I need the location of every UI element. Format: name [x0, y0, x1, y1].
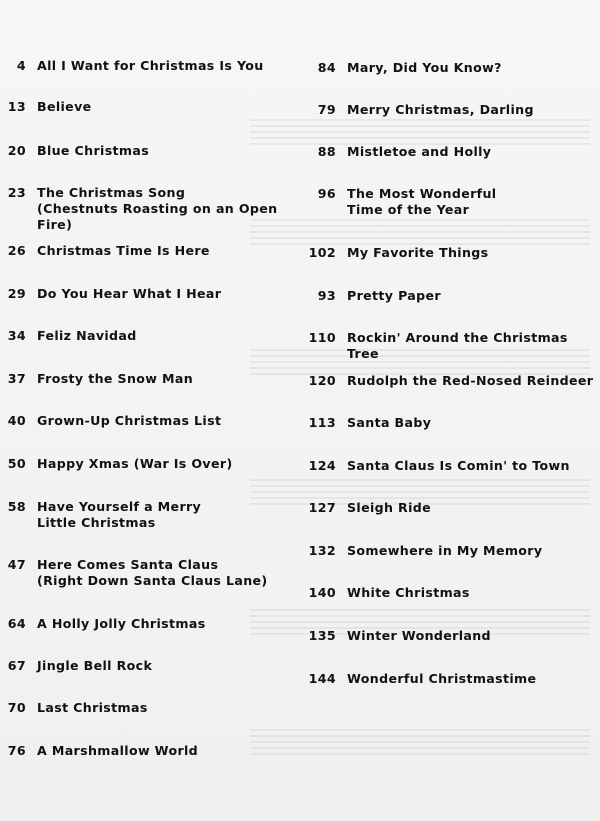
song-title: Jingle Bell Rock — [37, 658, 153, 673]
song-title: Have Yourself a Merry Little Christmas — [37, 499, 202, 530]
song-title: A Marshmallow World — [37, 743, 199, 758]
page-number: 84 — [317, 60, 336, 75]
song-title: A Holly Jolly Christmas — [37, 616, 206, 631]
page-number: 76 — [7, 743, 26, 758]
song-title: White Christmas — [347, 585, 470, 600]
song-title: The Christmas Song (Chestnuts Roasting on an Open Fire) — [37, 185, 278, 232]
page-number: 23 — [7, 185, 26, 200]
page-number: 132 — [308, 543, 336, 558]
song-title: Somewhere in My Memory — [347, 543, 543, 558]
page-number: 64 — [7, 616, 26, 631]
page-number: 58 — [7, 499, 26, 514]
song-title: Blue Christmas — [37, 143, 150, 158]
page-number: 102 — [308, 245, 336, 260]
page-number: 140 — [308, 585, 336, 600]
song-title: All I Want for Christmas Is You — [37, 58, 264, 73]
page-number: 96 — [317, 186, 336, 201]
song-title: Frosty the Snow Man — [37, 371, 194, 386]
page-number: 135 — [308, 628, 336, 643]
song-title: My Favorite Things — [347, 245, 489, 260]
page-number: 34 — [7, 328, 26, 343]
page-number: 4 — [16, 58, 26, 73]
page-number: 26 — [7, 243, 26, 258]
song-title: Christmas Time Is Here — [37, 243, 210, 258]
song-title: Wonderful Christmastime — [347, 671, 537, 686]
page-number: 79 — [317, 102, 336, 117]
song-title: Pretty Paper — [347, 288, 441, 303]
page-number: 67 — [7, 658, 26, 673]
page-number: 13 — [7, 99, 26, 114]
page-number: 124 — [308, 458, 336, 473]
song-title: Santa Claus Is Comin' to Town — [347, 458, 570, 473]
song-title: Sleigh Ride — [347, 500, 432, 515]
song-title: Santa Baby — [347, 415, 432, 430]
song-title: Feliz Navidad — [37, 328, 137, 343]
page-number: 47 — [7, 557, 26, 572]
page-number: 110 — [308, 330, 336, 345]
page-number: 93 — [317, 288, 336, 303]
page-number: 113 — [308, 415, 336, 430]
song-title: The Most Wonderful Time of the Year — [347, 186, 497, 217]
page-number: 40 — [7, 413, 26, 428]
page-number: 127 — [308, 500, 336, 515]
song-title: Here Comes Santa Claus (Right Down Santa Claus Lane) — [37, 557, 268, 588]
page-number: 37 — [7, 371, 26, 386]
song-title: Rudolph the Red-Nosed Reindeer — [347, 373, 594, 388]
page-number: 144 — [308, 671, 336, 686]
song-title: Winter Wonderland — [347, 628, 491, 643]
song-title: Mary, Did You Know? — [347, 60, 502, 75]
page-number: 120 — [308, 373, 336, 388]
page-number: 70 — [7, 700, 26, 715]
song-title: Believe — [37, 99, 92, 114]
page-number: 29 — [7, 286, 26, 301]
song-title: Happy Xmas (War Is Over) — [37, 456, 233, 471]
page-number: 88 — [317, 144, 336, 159]
song-title: Rockin' Around the Christmas Tree — [347, 330, 568, 361]
song-title: Last Christmas — [37, 700, 148, 715]
song-title: Grown-Up Christmas List — [37, 413, 222, 428]
song-title: Do You Hear What I Hear — [37, 286, 222, 301]
song-title: Mistletoe and Holly — [347, 144, 492, 159]
page-number: 50 — [7, 456, 26, 471]
page-number: 20 — [7, 143, 26, 158]
song-title: Merry Christmas, Darling — [347, 102, 534, 117]
